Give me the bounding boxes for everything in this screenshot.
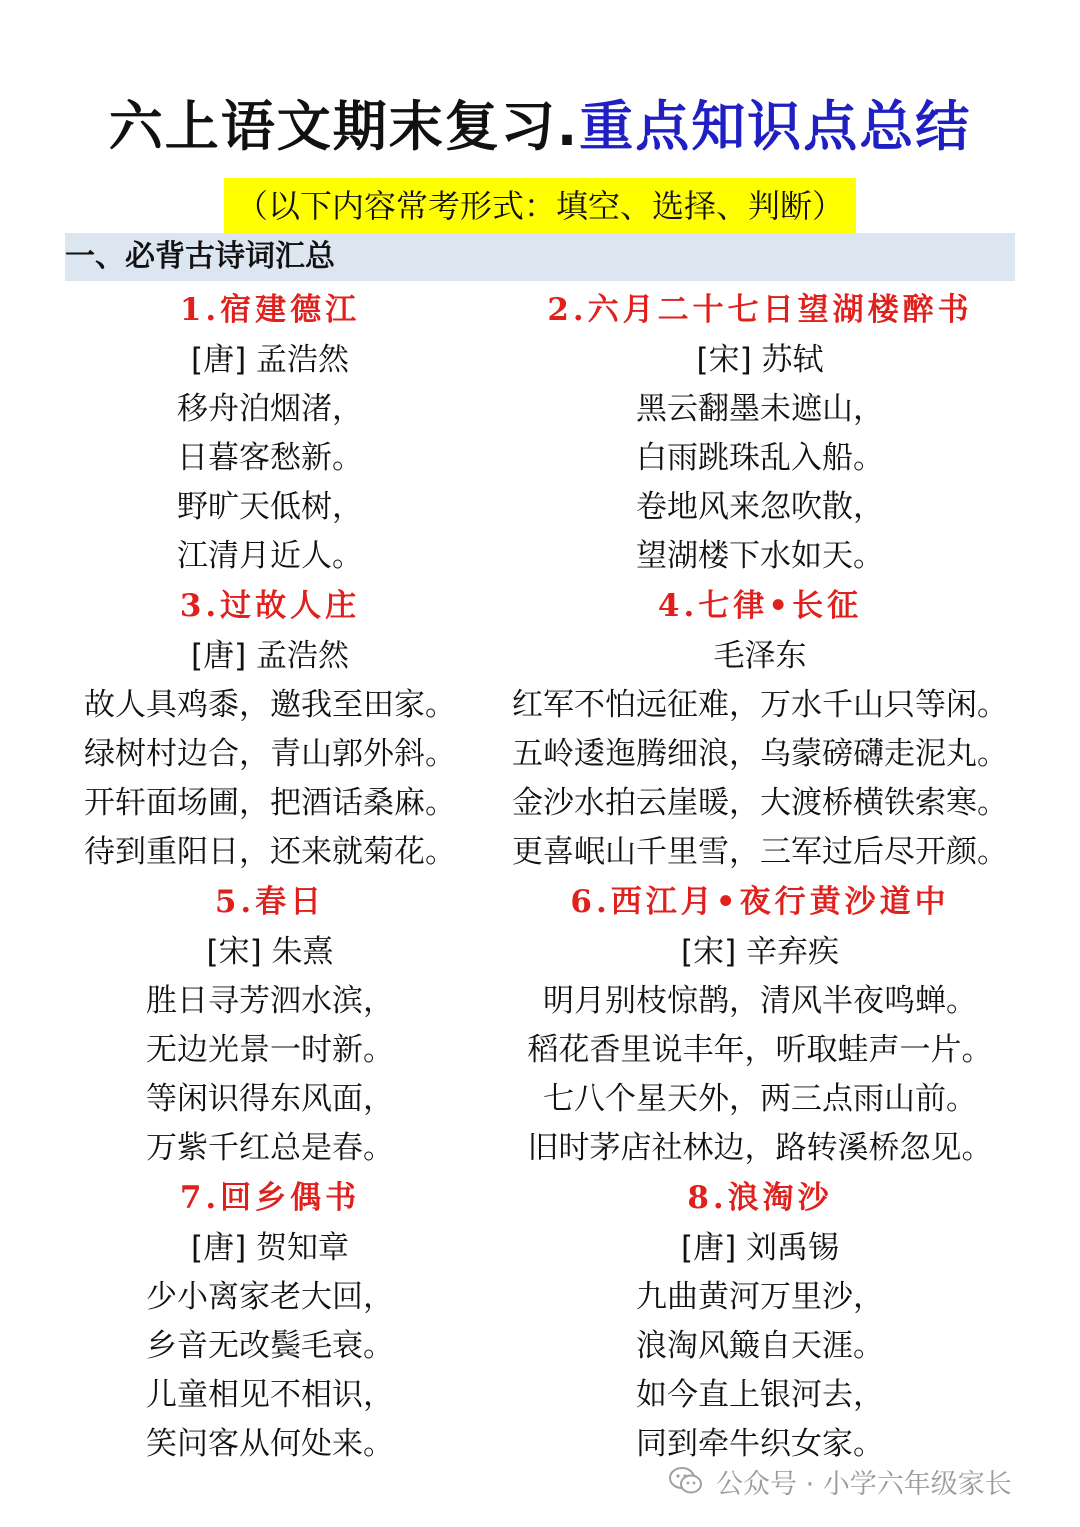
poem-line: 野旷天低树， [177, 489, 363, 525]
poem-line: 少小离家老大回， [146, 1279, 394, 1315]
poem [65, 877, 475, 1173]
poem-line: 移舟泊烟渚， [177, 391, 363, 427]
poem-line: 如今直上银河去， [636, 1377, 884, 1413]
poem-line: 白雨跳珠乱入船。 [636, 440, 884, 476]
poem-line: 旧时茅店社林边，路转溪桥忽见。 [527, 1130, 993, 1166]
poem-line: 卷地风来忽吹散， [636, 489, 884, 525]
poem-line: 九曲黄河万里沙， [636, 1279, 884, 1315]
poem-author: [宋] 辛弃疾 [680, 934, 840, 970]
poem-title: 2.六月二十七日望湖楼醉书 [547, 292, 973, 328]
poem-title: 5.春日 [214, 884, 326, 920]
wechat-icon [668, 1466, 704, 1496]
poem-line: 黑云翻墨未遮山， [636, 391, 884, 427]
poem-author: [唐] 贺知章 [190, 1230, 350, 1266]
poem-author: 毛泽东 [713, 638, 807, 674]
subtitle-row [0, 178, 1080, 234]
poem-title: 8.浪淘沙 [687, 1180, 833, 1216]
poem-column-right [500, 285, 1020, 1469]
watermark [668, 1455, 1012, 1507]
poem-line: 等闲识得东风面， [146, 1081, 394, 1117]
title-highlight: 重点知识点总结 [579, 95, 972, 158]
subtitle: （以下内容常考形式：填空、选择、判断） [224, 178, 856, 234]
poem-line: 江清月近人。 [177, 538, 363, 574]
poem-line: 胜日寻芳泗水滨， [146, 983, 394, 1019]
poem-line: 笑问客从何处来。 [146, 1426, 394, 1462]
poem-author: [宋] 朱熹 [206, 934, 334, 970]
poem [500, 1173, 1020, 1469]
poem [65, 581, 475, 877]
poem-column-left [65, 285, 475, 1469]
poem-title: 6.西江月•夜行黄沙道中 [570, 884, 950, 920]
poem-author: [唐] 孟浩然 [190, 342, 350, 378]
poem-line: 绿树村边合，青山郭外斜。 [84, 736, 456, 772]
poem-line: 儿童相见不相识， [146, 1377, 394, 1413]
poem-line: 日暮客愁新。 [177, 440, 363, 476]
poem [65, 285, 475, 581]
page-title [0, 92, 1080, 162]
poem-title: 1.宿建德江 [179, 292, 361, 328]
poem-line: 七八个星天外，两三点雨山前。 [543, 1081, 977, 1117]
poem-author: [宋] 苏轼 [696, 342, 824, 378]
poem-line: 故人具鸡黍，邀我至田家。 [84, 687, 456, 723]
poem-line: 浪淘风簸自天涯。 [636, 1328, 884, 1364]
poem-title: 4.七律•长征 [657, 588, 863, 624]
poem [500, 285, 1020, 581]
poem-author: [唐] 刘禹锡 [680, 1230, 840, 1266]
poem-line: 五岭逶迤腾细浪，乌蒙磅礴走泥丸。 [512, 736, 1008, 772]
poem-line: 待到重阳日，还来就菊花。 [84, 834, 456, 870]
title-main: 六上语文期末复习. [108, 95, 580, 158]
poem-line: 万紫千红总是春。 [146, 1130, 394, 1166]
section-heading: 一、必背古诗词汇总 [65, 239, 335, 274]
poem-line: 明月别枝惊鹊，清风半夜鸣蝉。 [543, 983, 977, 1019]
poem-line: 同到牵牛织女家。 [636, 1426, 884, 1462]
poem-title: 3.过故人庄 [179, 588, 361, 624]
poem-line: 红军不怕远征难，万水千山只等闲。 [512, 687, 1008, 723]
poem-line: 无边光景一时新。 [146, 1032, 394, 1068]
poem-author: [唐] 孟浩然 [190, 638, 350, 674]
poem-line: 稻花香里说丰年，听取蛙声一片。 [527, 1032, 993, 1068]
poem [500, 877, 1020, 1173]
poem-line: 金沙水拍云崖暖，大渡桥横铁索寒。 [512, 785, 1008, 821]
poem-line: 更喜岷山千里雪，三军过后尽开颜。 [512, 834, 1008, 870]
poem-line: 望湖楼下水如天。 [636, 538, 884, 574]
poem-line: 开轩面场圃，把酒话桑麻。 [84, 785, 456, 821]
poem-line: 乡音无改鬓毛衰。 [146, 1328, 394, 1364]
watermark-text: 公众号 · 小学六年级家长 [716, 1468, 1012, 1500]
poem [65, 1173, 475, 1469]
poem-title: 7.回乡偶书 [179, 1180, 361, 1216]
poem [500, 581, 1020, 877]
section-heading-bar [65, 233, 1015, 281]
